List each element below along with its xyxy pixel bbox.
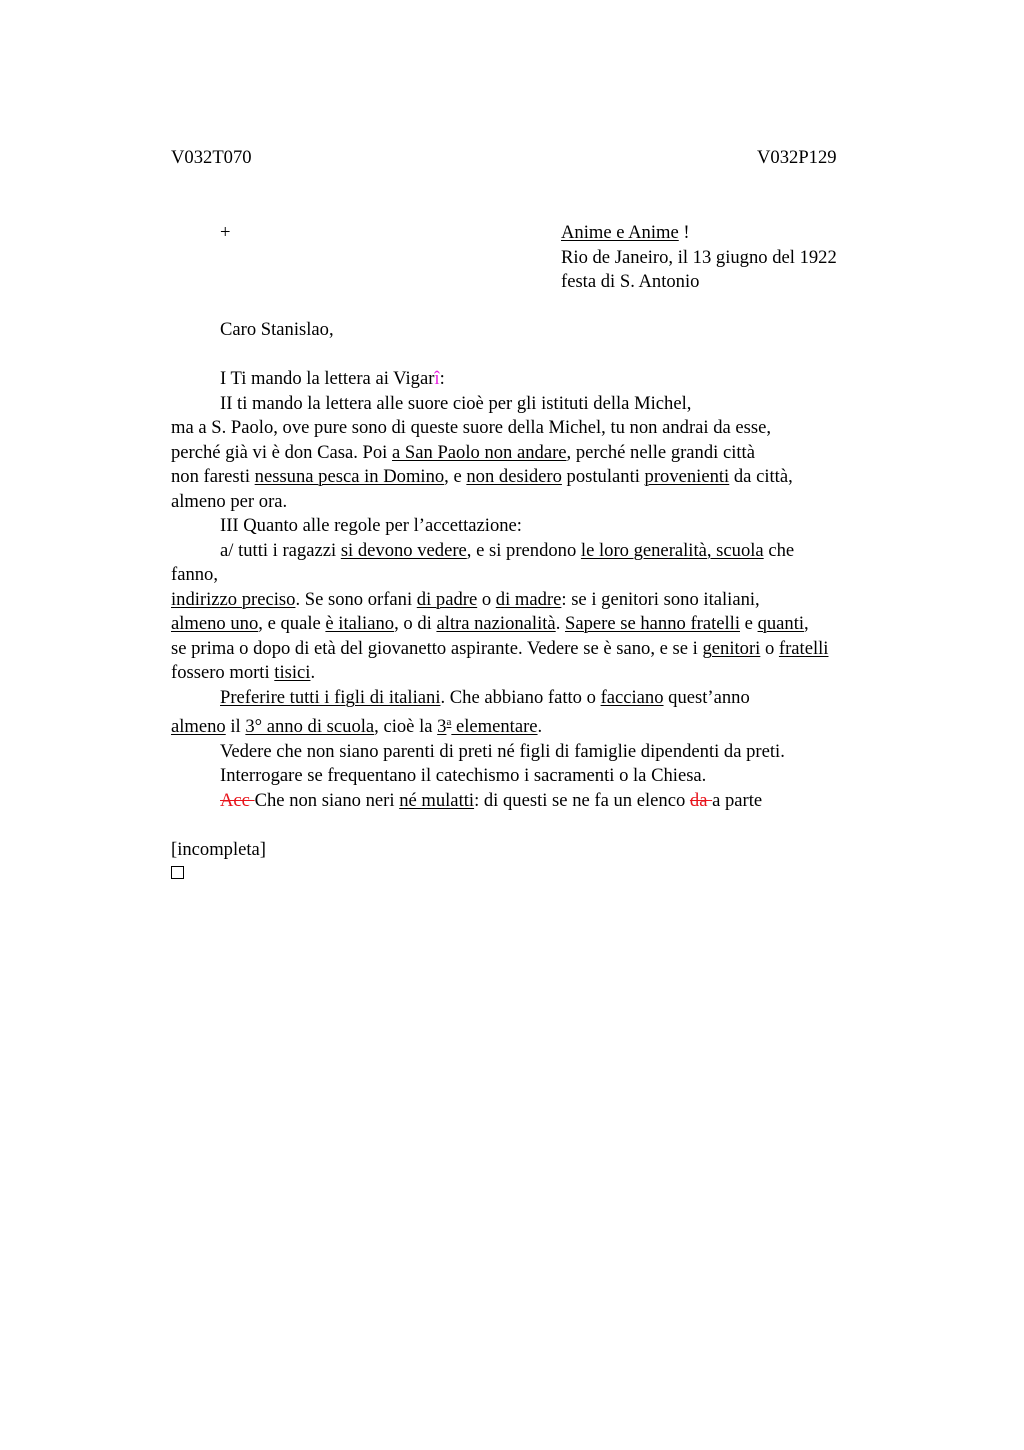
text-segment: o — [760, 637, 779, 659]
text-segment: postulanti — [561, 466, 645, 487]
page-code-right: V032P129 — [757, 147, 837, 168]
text-line — [171, 563, 931, 588]
text-segment: se prima o dopo di età del giovanetto aspirante. Vedere se è sano, e se i — [171, 637, 703, 659]
text-segment: : di questi se ne fa un elenco — [474, 789, 690, 811]
feast-day: festa di S. Antonio — [561, 271, 700, 292]
text-line — [171, 514, 931, 539]
text-segment: , e quale — [258, 613, 326, 634]
text-segment: da città, — [729, 466, 793, 487]
text-segment: il — [225, 716, 246, 737]
text-segment: che — [763, 539, 795, 561]
empty-square-icon — [171, 866, 184, 879]
text-segment: , — [804, 613, 809, 634]
text-line — [171, 367, 931, 392]
text-segment: almeno per ora. — [171, 490, 288, 512]
underlined-text: a San Paolo non andare — [392, 441, 567, 463]
text-line — [171, 416, 931, 441]
underlined-text: fratelli — [778, 637, 829, 659]
text-segment: quest’anno — [663, 686, 750, 708]
text-line — [171, 661, 931, 686]
letter-paragraphs — [171, 367, 931, 813]
text-line — [171, 612, 931, 637]
highlighted-text: î — [434, 368, 440, 389]
place-date: Rio de Janeiro, il 13 giugno del 1922 — [561, 246, 837, 268]
underlined-text: di madre — [495, 588, 562, 610]
deleted-text: da — [689, 789, 713, 811]
text-segment: III Quanto alle regole per l’accettazione: — [220, 515, 522, 536]
blank-line — [171, 343, 931, 368]
dateline — [561, 221, 837, 295]
underlined-text: 3 — [437, 716, 447, 737]
underlined-text: quanti — [757, 613, 805, 634]
text-segment: . — [310, 662, 316, 683]
salutation: Caro Stanislao, — [220, 319, 334, 340]
underlined-text: 3° anno di scuola — [245, 716, 375, 737]
underlined-text: Preferire tutti i figli di italiani — [220, 686, 441, 708]
underlined-text: almeno — [171, 716, 226, 737]
text-segment: Che non siano neri — [254, 789, 400, 811]
text-segment: ma a S. Paolo, ove pure sono di queste suore della Michel, tu non andrai da esse, — [171, 417, 772, 438]
text-line — [171, 710, 931, 740]
document-code-left: V032T070 — [171, 147, 252, 168]
text-segment: perché già vi è don Casa. Poi — [171, 441, 393, 463]
text-segment: fanno, — [171, 564, 218, 585]
text-segment: a parte — [712, 789, 763, 811]
motto — [561, 221, 837, 246]
text-segment: , cioè la — [374, 716, 438, 737]
text-segment: o — [477, 588, 496, 610]
underlined-text: genitori — [702, 637, 761, 659]
text-segment: . — [555, 613, 565, 634]
underlined-text: non desidero — [466, 466, 562, 487]
underlined-text: almeno uno — [171, 613, 259, 634]
text-segment: I Ti mando la lettera ai Vigar — [220, 368, 435, 389]
underlined-text: Sapere se hanno fratelli — [564, 613, 740, 634]
cross-icon: + — [220, 222, 231, 243]
motto-text: Anime e Anime — [561, 222, 679, 243]
text-segment: Interrogare se frequentano il catechismo i sacramenti o la Chiesa. — [220, 765, 707, 786]
motto-suffix: ! — [678, 222, 690, 243]
text-segment: . Che abbiano fatto o — [440, 686, 601, 708]
underlined-text: a — [446, 716, 452, 728]
text-line — [171, 465, 931, 490]
text-line — [171, 490, 931, 515]
text-segment: . — [537, 716, 543, 737]
text-line — [171, 392, 931, 417]
end-mark — [171, 862, 931, 887]
underlined-text: nessuna pesca in Domino — [254, 466, 445, 487]
underlined-text: indirizzo preciso — [171, 588, 296, 610]
text-segment: : se i genitori sono italiani, — [561, 588, 760, 610]
deleted-text: Acc — [220, 789, 255, 811]
underlined-text: provenienti — [644, 466, 730, 487]
underlined-text: le loro generalità, scuola — [580, 539, 764, 561]
text-segment: , e — [444, 466, 467, 487]
text-segment: fossero morti — [171, 662, 275, 683]
underlined-text: elementare — [451, 716, 538, 737]
text-line — [171, 789, 931, 814]
text-segment: a/ tutti i ragazzi — [220, 539, 341, 561]
text-segment: Vedere che non siano parenti di preti né figli di famiglie dipendenti da preti. — [220, 740, 785, 762]
text-line — [171, 441, 931, 466]
underlined-text: di padre — [416, 588, 478, 610]
underlined-text: si devono vedere — [340, 539, 467, 561]
text-line — [171, 637, 931, 662]
text-line — [171, 588, 931, 613]
text-segment: e — [740, 613, 758, 634]
underlined-text: è italiano — [325, 613, 395, 634]
text-segment: , e si prendono — [466, 539, 581, 561]
letter-body — [171, 318, 931, 887]
text-line — [171, 539, 931, 564]
text-segment: , o di — [394, 613, 437, 634]
text-line — [171, 764, 931, 789]
underlined-text: tisici — [274, 662, 311, 683]
text-segment: : — [439, 368, 445, 389]
text-line — [171, 686, 931, 711]
blank-line — [171, 813, 931, 838]
underlined-text: altra nazionalità — [436, 613, 556, 634]
text-segment: II ti mando la lettera alle suore cioè per gli istituti della Michel, — [220, 392, 692, 414]
text-segment: . Se sono orfani — [295, 588, 417, 610]
text-segment: , perché nelle grandi città — [566, 441, 755, 463]
text-line — [171, 740, 931, 765]
editorial-note: [incompleta] — [171, 838, 266, 860]
underlined-text: né mulatti — [399, 789, 475, 811]
underlined-text: facciano — [600, 686, 664, 708]
text-segment: non faresti — [171, 466, 255, 487]
